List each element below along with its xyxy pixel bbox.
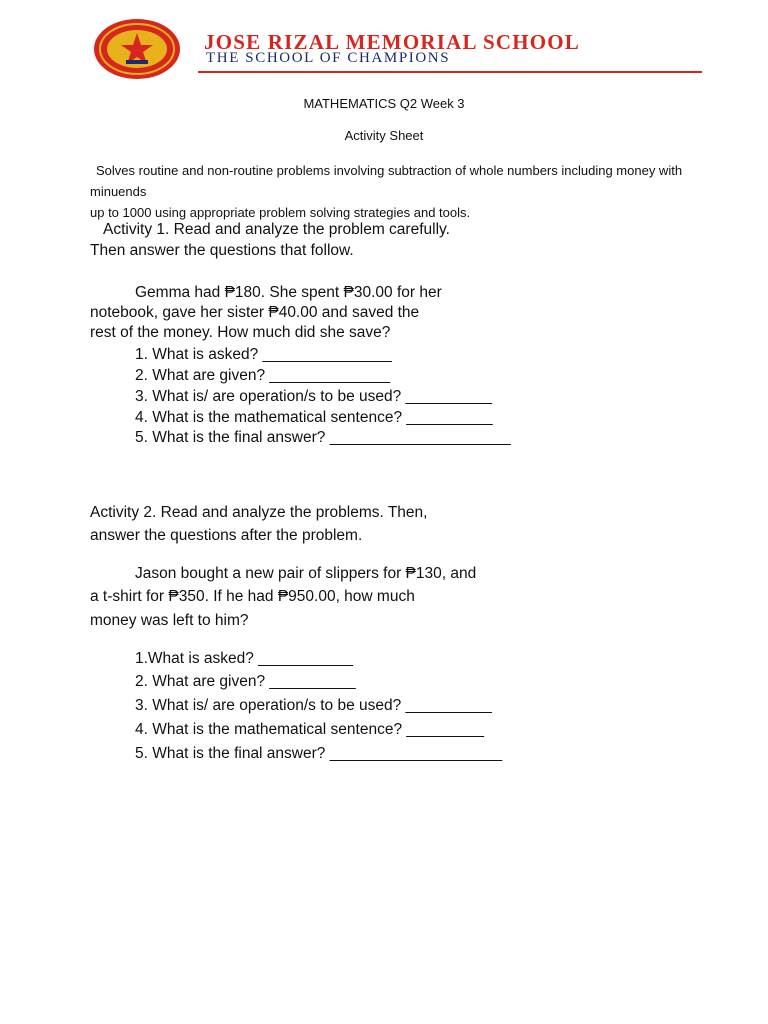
header-divider [198,71,702,73]
activity1-problem-1: Gemma had ₱180. She spent ₱30.00 for her [135,284,442,301]
competency-line-1: Solves routine and non-routine problems involving subtraction of whole numbers including money with minuends [90,163,683,199]
school-header [92,16,704,78]
sheet-title: Activity Sheet [344,128,424,143]
activity1-question-5: 5. What is the final answer? _____________________ [135,429,511,446]
school-seal-icon [92,18,182,80]
competency-line-2: up to 1000 using appropriate problem solving strategies and tools. [90,205,471,220]
activity2-problem-2: a t-shirt for ₱350. If he had ₱950.00, how much [90,588,415,605]
learning-competency [90,160,730,223]
activity1-instruction-2: Then answer the questions that follow. [90,242,354,259]
activity1-question-1: 1. What is asked? _______________ [135,346,392,363]
activity2-question-5: 5. What is the final answer? ____________________ [135,745,503,762]
activity1-problem-3: rest of the money. How much did she save? [90,324,391,341]
activity1-question-2: 2. What are given? ______________ [135,367,391,384]
school-motto: THE SCHOOL OF CHAMPIONS [206,50,451,66]
activity2-question-1: 1.What is asked? ___________ [135,650,354,667]
activity2-question-4: 4. What is the mathematical sentence? _________ [135,721,484,738]
activity2-question-3: 3. What is/ are operation/s to be used? __________ [135,697,492,714]
activity1-question-3: 3. What is/ are operation/s to be used? __________ [135,388,492,405]
activity1-question-4: 4. What is the mathematical sentence? __________ [135,409,493,426]
activity2-question-2: 2. What are given? __________ [135,673,356,690]
activity2-instruction-2: answer the questions after the problem. [90,527,363,544]
activity2-problem-1: Jason bought a new pair of slippers for ₱130, and [135,565,477,582]
activity2-instruction-1: Activity 2. Read and analyze the problems. Then, [90,504,428,521]
subject-title: MATHEMATICS Q2 Week 3 [303,96,465,111]
activity1-instruction-1: Activity 1. Read and analyze the problem carefully. [103,221,450,238]
activity1-problem-2: notebook, gave her sister ₱40.00 and saved the [90,304,420,321]
activity2-problem-3: money was left to him? [90,612,249,629]
school-name: JOSE RIZAL MEMORIAL SCHOOL [204,30,581,54]
